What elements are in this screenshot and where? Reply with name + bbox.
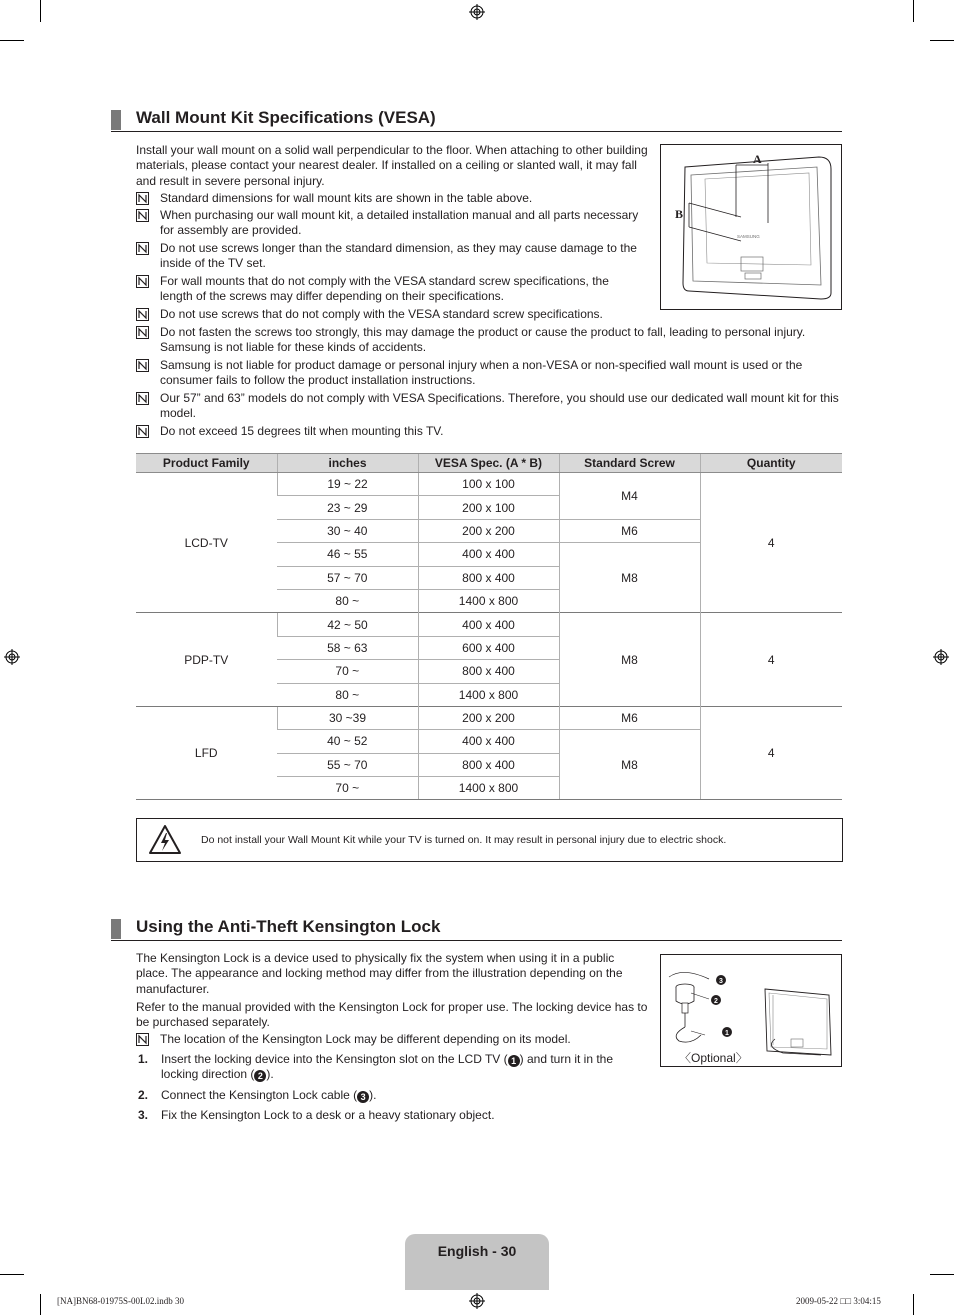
note-icon	[136, 392, 149, 405]
table-header: VESA Spec. (A * B)	[418, 454, 559, 473]
tv-back-figure	[660, 144, 842, 310]
vesa-cell: 800 x 400	[418, 753, 559, 776]
screw-cell: M8	[559, 613, 700, 707]
note-text: Our 57” and 63” models do not comply with VESA Specifications. Therefore, you should use our dedicated wall mount kit for this model.	[160, 391, 839, 421]
vesa-cell: 400 x 400	[418, 730, 559, 753]
crop-mark	[0, 1274, 24, 1275]
table-row	[136, 473, 842, 496]
inches-cell: 80 ~	[277, 683, 418, 706]
crop-mark	[930, 1274, 954, 1275]
inches-cell: 55 ~ 70	[277, 753, 418, 776]
product-family-cell: LCD-TV	[136, 473, 277, 613]
brand-logo: SAMSUNG	[737, 234, 760, 239]
inches-cell: 30 ~39	[277, 706, 418, 729]
note-icon	[136, 275, 149, 288]
vesa-cell: 100 x 100	[418, 473, 559, 496]
step-text-part: ).	[266, 1067, 274, 1082]
screw-cell: M4	[559, 473, 700, 520]
step-text-part: Connect the Kensington Lock cable (	[161, 1088, 358, 1102]
crop-mark	[40, 0, 41, 22]
warning-shock-icon	[148, 824, 182, 856]
vesa-spec-table	[136, 453, 842, 800]
screw-cell: M8	[559, 730, 700, 800]
note-icon	[136, 242, 149, 255]
section-heading-vesa	[111, 110, 842, 132]
kensington-paragraph-1: The Kensington Lock is a device used to physically fix the system when using it in a public place. The appearance and locking method may differ from the illustration depending on the manufacturer.	[136, 951, 623, 996]
quantity-cell: 4	[700, 613, 842, 707]
table-header: Product Family	[136, 454, 277, 473]
kensington-figure	[660, 954, 842, 1067]
vesa-cell: 800 x 400	[418, 566, 559, 589]
step-number: 3.	[138, 1108, 149, 1122]
note-icon	[136, 192, 149, 205]
screw-cell: M6	[559, 706, 700, 729]
inches-cell: 23 ~ 29	[277, 496, 418, 519]
section-heading-kensington	[111, 919, 842, 941]
callout-number: 1	[508, 1055, 520, 1067]
inches-cell: 19 ~ 22	[277, 473, 418, 496]
table-header: Quantity	[700, 454, 842, 473]
vesa-cell: 200 x 200	[418, 519, 559, 542]
vesa-cell: 800 x 400	[418, 660, 559, 683]
screw-cell: M6	[559, 519, 700, 542]
print-slug-left: [NA]BN68-01975S-00L02.indb 30	[57, 1296, 184, 1306]
inches-cell: 40 ~ 52	[277, 730, 418, 753]
inches-cell: 80 ~	[277, 589, 418, 612]
print-slug-right: 2009-05-22 □□ 3:04:15	[796, 1296, 881, 1306]
note-text: Do not exceed 15 degrees tilt when mounting this TV.	[160, 424, 444, 438]
registration-mark-icon	[469, 1293, 485, 1309]
inches-cell: 58 ~ 63	[277, 636, 418, 659]
note-icon	[136, 209, 149, 222]
step-text-part: ).	[369, 1088, 377, 1102]
inches-cell: 46 ~ 55	[277, 543, 418, 566]
note-icon	[136, 1033, 149, 1046]
registration-mark-icon	[469, 4, 485, 20]
note-text: Standard dimensions for wall mount kits are shown in the table above.	[160, 191, 533, 205]
note-text: Samsung is not liable for product damage or personal injury when a non-VESA or non-specified wall mount is used or the consumer fails to follow the product installation instructions.	[160, 358, 803, 388]
intro-paragraph: Install your wall mount on a solid wall perpendicular to the floor. When attaching to other building materials, please contact your nearest dealer. If installed on a ceiling or slanted wall, it may fall and result in severe personal injury.	[136, 143, 648, 188]
heading-bar	[111, 110, 121, 130]
inches-cell: 57 ~ 70	[277, 566, 418, 589]
product-family-cell: PDP-TV	[136, 613, 277, 707]
step-text	[161, 1088, 631, 1103]
inches-cell: 42 ~ 50	[277, 613, 418, 636]
section-title: Wall Mount Kit Specifications (VESA)	[136, 108, 436, 127]
table-header: inches	[277, 454, 418, 473]
callout-number: 2	[714, 998, 718, 1005]
registration-mark-icon	[4, 649, 20, 665]
callout-number: 1	[725, 1030, 729, 1037]
vesa-cell: 1400 x 800	[418, 777, 559, 800]
heading-bar	[111, 919, 121, 939]
warning-box	[136, 818, 843, 862]
step-text-part: Insert the locking device into the Kensington slot on the LCD TV (	[161, 1052, 508, 1066]
inches-cell: 70 ~	[277, 660, 418, 683]
crop-mark	[913, 1294, 914, 1315]
registration-mark-icon	[933, 649, 949, 665]
table-header-row	[136, 454, 842, 473]
kensington-paragraph-2: Refer to the manual provided with the Kensington Lock for proper use. The locking device has to be purchased separately.	[136, 1000, 648, 1030]
vesa-cell: 200 x 100	[418, 496, 559, 519]
vesa-cell: 600 x 400	[418, 636, 559, 659]
inches-cell: 70 ~	[277, 777, 418, 800]
note-text: When purchasing our wall mount kit, a detailed installation manual and all parts necessary for assembly are provided.	[160, 208, 639, 238]
crop-mark	[0, 40, 24, 41]
tv-back-illustration	[661, 145, 841, 309]
note-icon	[136, 326, 149, 339]
vesa-cell: 1400 x 800	[418, 589, 559, 612]
crop-mark	[930, 40, 954, 41]
vesa-cell: 200 x 200	[418, 706, 559, 729]
page-label: English - 30	[437, 1243, 517, 1259]
screw-cell: M8	[559, 543, 700, 613]
page-number-tab	[405, 1234, 549, 1290]
step-text	[161, 1052, 631, 1083]
note-icon	[136, 425, 149, 438]
quantity-cell: 4	[700, 473, 842, 613]
label-b: B	[675, 207, 684, 221]
step-text: Fix the Kensington Lock to a desk or a heavy stationary object.	[161, 1108, 495, 1122]
note-text: Do not fasten the screws too strongly, this may damage the product or cause the product to fall, leading to personal injury. Samsung is not liable for these kinds of accidents.	[160, 325, 806, 355]
note-text: For wall mounts that do not comply with the VESA standard screw specifications, the length of the screws may differ depending on their specifications.	[160, 274, 609, 304]
note-text: Do not use screws longer than the standard dimension, as they may cause damage to the inside of the TV set.	[160, 241, 637, 271]
note-icon	[136, 359, 149, 372]
crop-mark	[913, 0, 914, 22]
section-title: Using the Anti-Theft Kensington Lock	[136, 917, 441, 936]
figure-caption: 〈Optional〉	[679, 1051, 748, 1065]
step-text-part: ) and turn it in the locking direction (	[161, 1052, 614, 1082]
table-header: Standard Screw	[559, 454, 700, 473]
product-family-cell: LFD	[136, 706, 277, 800]
warning-text: Do not install your Wall Mount Kit while your TV is turned on. It may result in personal injury due to electric shock.	[201, 834, 727, 846]
note-text: The location of the Kensington Lock may be different depending on its model.	[160, 1032, 571, 1046]
step-number: 2.	[138, 1088, 149, 1102]
callout-number: 3	[719, 978, 723, 985]
table-row	[136, 706, 842, 729]
vesa-cell: 1400 x 800	[418, 683, 559, 706]
quantity-cell: 4	[700, 706, 842, 800]
vesa-cell: 400 x 400	[418, 613, 559, 636]
note-icon	[136, 308, 149, 321]
crop-mark	[40, 1294, 41, 1315]
callout-number: 3	[357, 1091, 369, 1103]
step-number: 1.	[138, 1052, 149, 1066]
vesa-cell: 400 x 400	[418, 543, 559, 566]
callout-number: 2	[254, 1070, 266, 1082]
table-row	[136, 613, 842, 636]
inches-cell: 30 ~ 40	[277, 519, 418, 542]
label-a: A	[753, 152, 762, 166]
note-text: Do not use screws that do not comply with the VESA standard screw specifications.	[160, 307, 603, 321]
